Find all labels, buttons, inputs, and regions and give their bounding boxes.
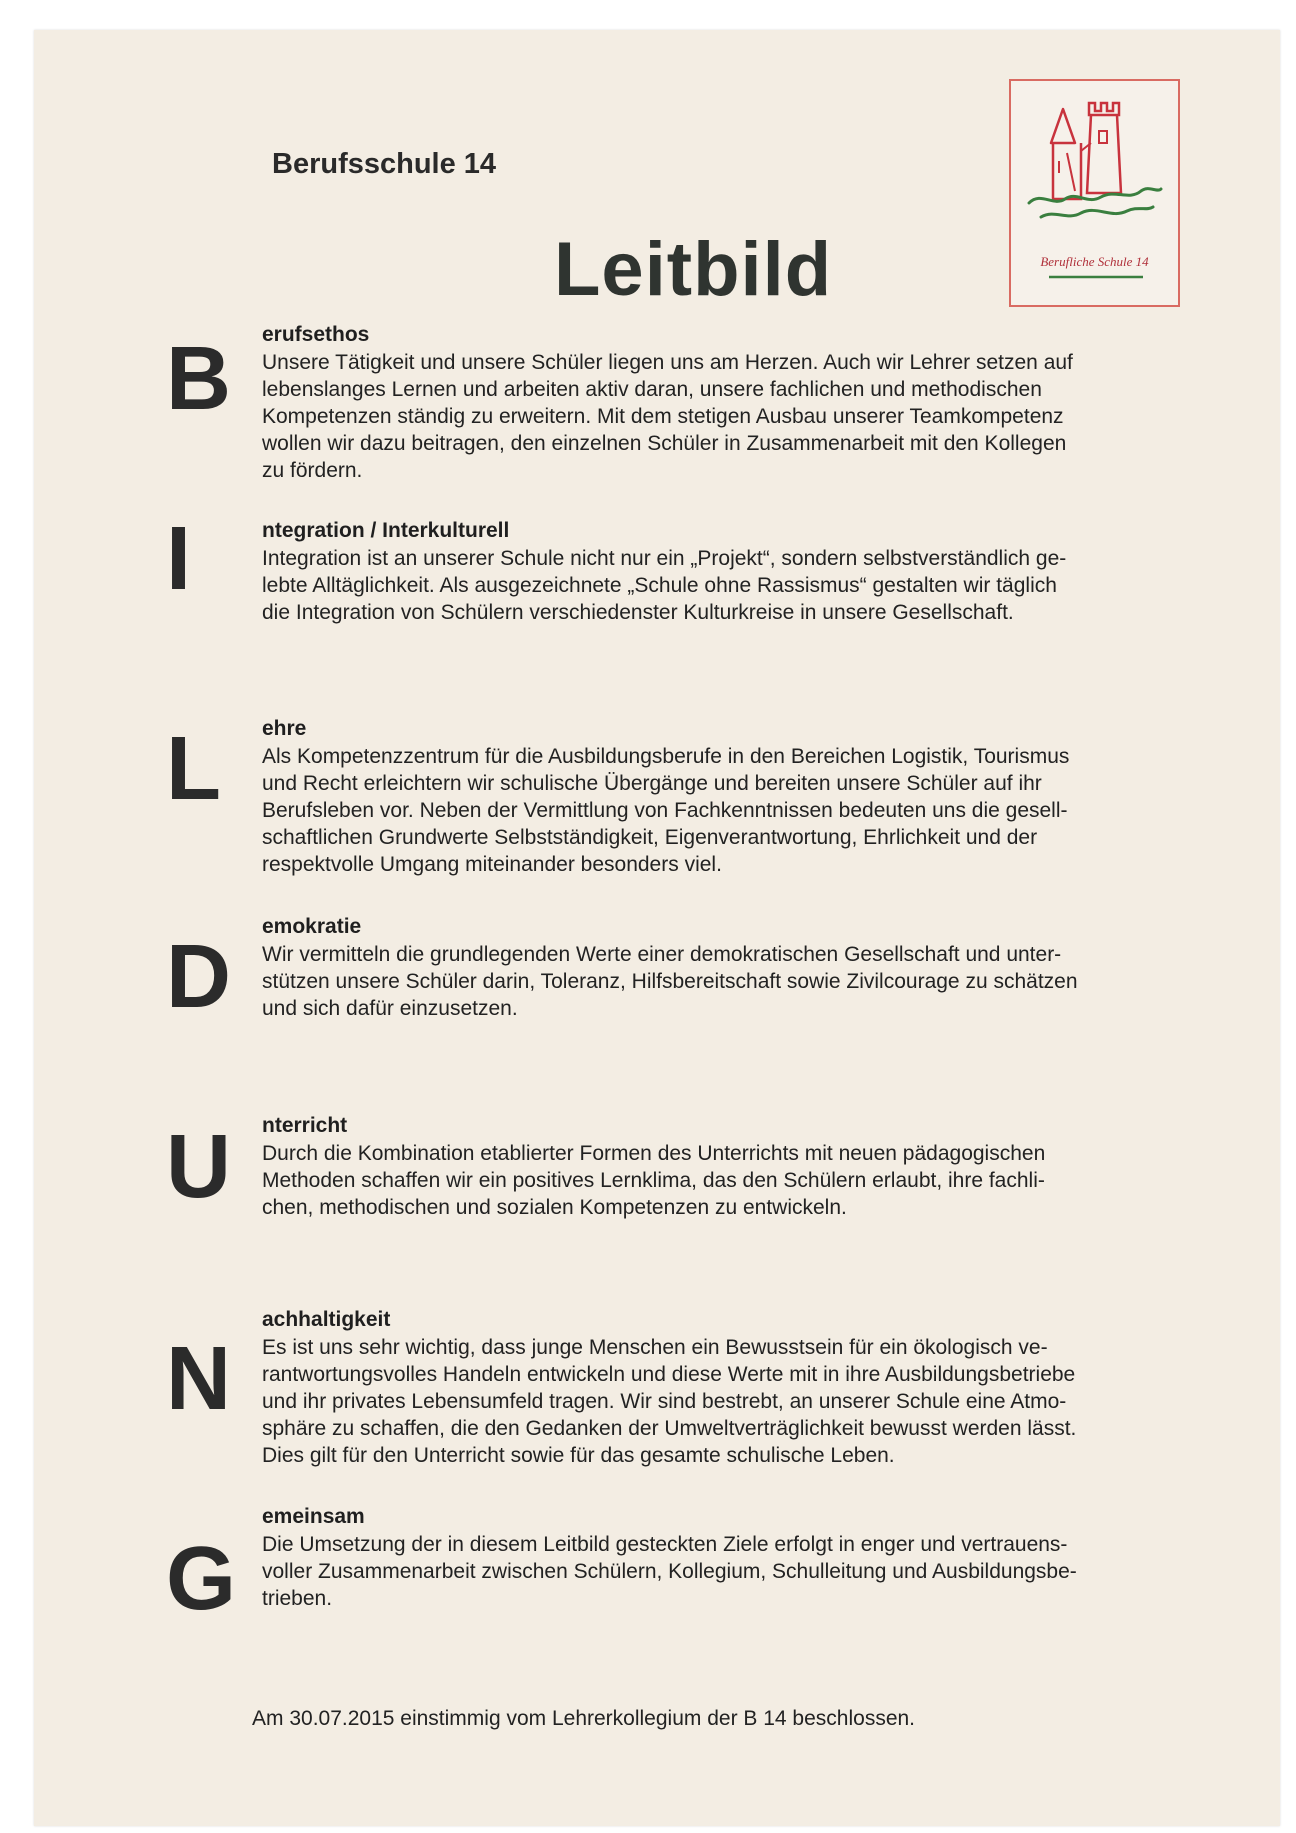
castle-towers-logo-icon	[1011, 81, 1178, 305]
acrostic-letter: D	[166, 927, 231, 1027]
acrostic-letter: B	[166, 329, 231, 429]
resolution-note: Am 30.07.2015 einstimmig vom Lehrerkollegium der B 14 beschlossen.	[252, 1707, 916, 1730]
section-body: Wir vermitteln die grundlegenden Werte einer demokratischen Gesellschaft und unter- stützen unsere Schüler darin, Toleranz, Hilfsbereitschaft sowie Zivilcourage zu schätzen und sich dafür einzusetzen.	[262, 943, 1078, 1021]
section-heading: achhaltigkeit	[262, 1308, 391, 1331]
section-heading: ntegration / Interkulturell	[262, 519, 510, 542]
section-body: Durch die Kombination etablierter Formen des Unterrichts mit neuen pädagogischen Methoden schaffen wir ein positives Lernklima, das den Schülern erlaubt, ihre fachli- chen, methodischen und sozialen Kompetenzen zu entwickeln.	[262, 1142, 1046, 1220]
acrostic-letter: I	[166, 509, 192, 609]
school-logo	[1009, 79, 1180, 307]
section-body: Integration ist an unserer Schule nicht nur ein „Projekt“, sondern selbstverständlich ge- lebte Alltäglichkeit. Als ausgezeichnete „Schule ohne Rassismus“ gestalten wir täglich die Integration von Schülern verschiedenster Kulturkreise in unsere Gesellschaft.	[262, 547, 1067, 625]
section-heading: erufsethos	[262, 323, 370, 346]
section-heading: nterricht	[262, 1114, 348, 1137]
section-body: Es ist uns sehr wichtig, dass junge Menschen ein Bewusstsein für ein ökologisch ve- rantwortungsvolles Handeln entwickeln und diese Werte mit in ihre Ausbildungsbetriebe und ihr privates Lebensumfeld tragen. Wir sind bestrebt, an unserer Schule eine Atmo- sphäre zu schaffen, die den Gedanken der Umweltverträglichkeit bewusst werden lässt. Dies gilt für den Unterricht sowie für das gesamte schulische Leben.	[262, 1336, 1077, 1468]
school-name: Berufsschule 14	[272, 148, 497, 180]
section-body: Unsere Tätigkeit und unsere Schüler liegen uns am Herzen. Auch wir Lehrer setzen auf lebenslanges Lernen und arbeiten aktiv daran, unsere fachlichen und methodischen Kompetenzen ständig zu erweitern. Mit dem stetigen Ausbau unserer Teamkompetenz wollen wir dazu beitragen, den einzelnen Schüler in Zusammenarbeit mit den Kollegen zu fördern.	[262, 351, 1073, 483]
section-body: Als Kompetenzzentrum für die Ausbildungsberufe in den Bereichen Logistik, Tourismus und Recht erleichtern wir schulische Übergänge und bereiten unsere Schüler auf ihr Berufsleben vor. Neben der Vermittlung von Fachkenntnissen bedeuten uns die gesell- schaftlichen Grundwerte Selbstständigkeit, Eigenverantwortung, Ehrlichkeit und der respektvolle Umgang miteinander besonders viel.	[262, 745, 1070, 877]
page-title: Leitbild	[554, 227, 833, 312]
acrostic-letter: U	[166, 1117, 231, 1217]
section-heading: emokratie	[262, 915, 362, 938]
acrostic-letter: G	[166, 1529, 237, 1629]
acrostic-letter: N	[166, 1329, 231, 1429]
section-heading: ehre	[262, 717, 307, 740]
acrostic-letter: L	[166, 719, 221, 819]
logo-caption: Berufliche Schule 14	[1040, 254, 1149, 269]
section-body: Die Umsetzung der in diesem Leitbild gesteckten Ziele erfolgt in enger und vertrauens- voller Zusammenarbeit zwischen Schülern, Kollegium, Schulleitung und Ausbildungsbe- trieben.	[262, 1533, 1077, 1611]
section-heading: emeinsam	[262, 1505, 365, 1528]
document-page	[34, 30, 1280, 1826]
